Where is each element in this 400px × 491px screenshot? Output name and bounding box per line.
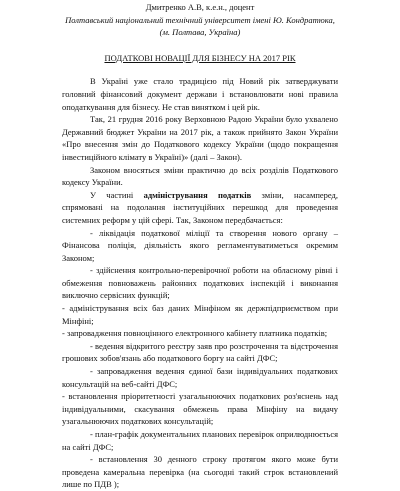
- document-title: ПОДАТКОВІ НОВАЦІЇ ДЛЯ БІЗНЕСУ НА 2017 РІК: [104, 52, 296, 63]
- list-item-desk-audit-term: - встановлення 30 денного строку протягом якого може бути проведена камеральна перевірка (на сьогодні такий строк встановлений лише по ПДВ );: [62, 454, 338, 490]
- para4-bold-term: адміністрування податків: [143, 189, 252, 200]
- affiliation-city: (м. Полтава, Україна): [159, 27, 241, 38]
- para4-rest: зміни, насамперед, спрямовані на подолання інституційних перешкод для проведення системних реформ у цій сфері. Так, Законом передбачається:: [62, 189, 339, 225]
- list-item-regional-control: - здійснення контрольно-перевірочної роботи на обласному рівні і обмеження повноважень районних податкових інспекцій і виконання виключно сервісних функцій;: [62, 265, 338, 301]
- list-item-generalized-explanations: - встановлення пріоритетності узагальнюючих податкових роз'яснень над індивідуальними, скасування обмежень права Мінфіну на видачу узагальнюючих податкових консультацій;: [62, 391, 338, 427]
- list-item-databases: - адміністрування всіх баз даних Мінфіном як держпідприємством при Мінфіні;: [62, 303, 338, 326]
- paragraph-budget: Так, 21 грудня 2016 року Верховною Радою України було ухвалено Державний бюджет України на 2017 рік, а також прийнято Закон України «Про внесення змін до Податкового кодексу України (щодо покращення інвестиційного клімату в Україні)» (далі – Закон).: [62, 114, 338, 162]
- list-item-tax-police: - ліквідація податкової міліції та створення нового органу – Фінансова поліція, діяльність якого регламентуватиметься окремим Законом;: [62, 227, 338, 263]
- list-item-e-cabinet: - запровадження повноцінного електронного кабінету платника податків;: [62, 328, 328, 339]
- list-item-open-registry: - ведення відкритого реєстру заяв про розстрочення та відстрочення грошових зобов'язань або податкового боргу на сайті ДФС;: [62, 340, 338, 364]
- paragraph-administration: [62, 189, 338, 227]
- paragraph-changes: Законом вносяться зміни практично до всіх розділів Податкового кодексу України.: [62, 164, 338, 188]
- list-item-consultations-base: - запровадження ведення єдиної бази індивідуальних податкових консультацій на веб-сайті ДФС;: [62, 366, 338, 389]
- affiliation-line: Полтавський національний технічний університет імені Ю. Кондратюка,: [65, 14, 335, 25]
- para4-lead: У частині: [90, 189, 144, 200]
- author-line: Дмитренко А.В, к.е.н., доцент: [145, 2, 255, 12]
- paragraph-intro: В Україні уже стало традицією під Новий рік затверджувати головний фінансовий документ держави і встановлювати нові правила оподаткування для бізнесу. Не став винятком і цей рік.: [62, 76, 338, 112]
- list-item-audit-schedule: - план-графік документальних планових перевірок оприлюднюється на сайті ДФС;: [62, 429, 338, 452]
